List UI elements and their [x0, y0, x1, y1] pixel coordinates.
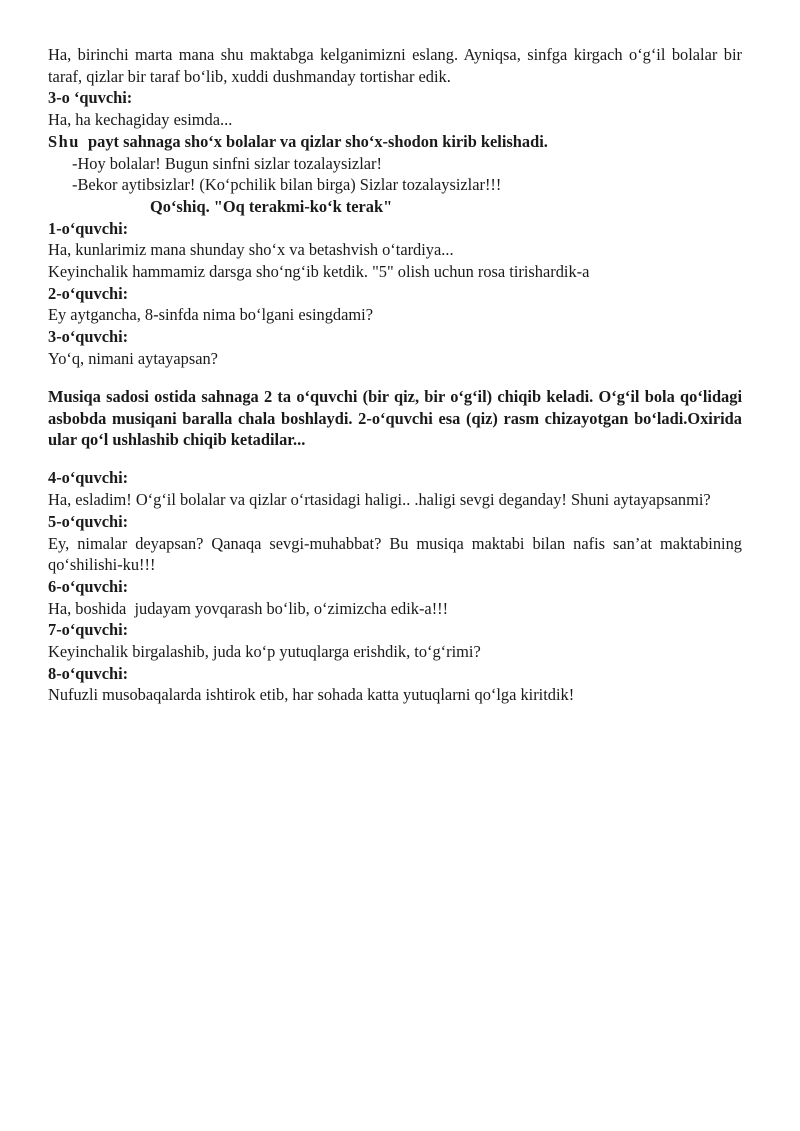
speaker-label: 2-o‘quvchi:: [48, 283, 129, 303]
paragraph-intro: Ha, birinchi marta mana shu maktabga kelganimizni eslang. Ayniqsa, sinfga kirgach o‘g‘il bolalar bir taraf, qizlar bir taraf bo‘lib, xuddi dushmanday tortishar edik.: [48, 45, 742, 86]
stage-direction-text: payt sahnaga sho‘x bolalar va qizlar sho‘x-shodon kirib kelishadi.: [79, 131, 548, 151]
speaker-label: 1-o‘quvchi:: [48, 218, 129, 238]
speaker-line: Ha, boshida judayam yovqarash bo‘lib, o‘zimizcha edik-a!!!: [48, 598, 449, 618]
speaker-line: Ha, ha kechagiday esimda...: [48, 110, 233, 130]
stage-direction-lead: Shu: [48, 131, 80, 151]
speaker-line: Ha, kunlarimiz mana shunday sho‘x va betashvish o‘tardiya...: [48, 240, 454, 260]
speaker-label: 4-o‘quvchi:: [48, 468, 129, 488]
speaker-line: Keyinchalik hammamiz darsga sho‘ng‘ib ketdik. "5" olish uchun rosa tirishardik-a: [48, 262, 590, 282]
speaker-line: Keyinchalik birgalashib, juda ko‘p yutuqlarga erishdik, to‘g‘rimi?: [48, 642, 481, 662]
speaker-label: 8-o‘quvchi:: [48, 663, 129, 683]
speaker-line: Nufuzli musobaqalarda ishtirok etib, har sohada katta yutuqlarni qo‘lga kiritdik!: [48, 685, 575, 705]
speaker-label: 7-o‘quvchi:: [48, 620, 129, 640]
stage-direction-music: Musiqa sadosi ostida sahnaga 2 ta o‘quvchi (bir qiz, bir o‘g‘il) chiqib keladi. O‘g‘il bola qo‘lidagi asbobda musiqani baralla chala boshlaydi. 2-o‘quvchi esa (qiz) rasm chizayotgan bo‘ladi.Oxirida ular qo‘l ushlashib chiqib ketadilar...: [48, 386, 742, 450]
speaker-line: Yo‘q, nimani aytayapsan?: [48, 348, 218, 368]
speaker-label: 6-o‘quvchi:: [48, 576, 129, 596]
speaker-label: 3-o ‘quvchi:: [48, 88, 133, 108]
speaker-label: 3-o‘quvchi:: [48, 327, 129, 347]
song-title: Qo‘shiq. "Oq terakmi-ko‘k terak": [150, 196, 393, 216]
document-page: [48, 44, 742, 706]
speaker-line: Ey aytgancha, 8-sinfda nima bo‘lgani esingdami?: [48, 305, 373, 325]
stage-direction-entry: [48, 131, 742, 153]
speaker-label: 5-o‘quvchi:: [48, 511, 129, 531]
dialogue-line: -Bekor aytibsizlar! (Ko‘pchilik bilan birga) Sizlar tozalaysizlar!!!: [72, 175, 502, 195]
dialogue-line: -Hoy bolalar! Bugun sinfni sizlar tozalaysizlar!: [72, 153, 382, 173]
speaker-line: Ey, nimalar deyapsan? Qanaqa sevgi-muhabbat? Bu musiqa maktabi bilan nafis san’at maktabining qo‘shilishi-ku!!!: [48, 533, 742, 575]
speaker-line: Ha, esladim! O‘g‘il bolalar va qizlar o‘rtasidagi haligi.. .haligi sevgi deganday! Shuni aytayapsanmi?: [48, 490, 711, 510]
